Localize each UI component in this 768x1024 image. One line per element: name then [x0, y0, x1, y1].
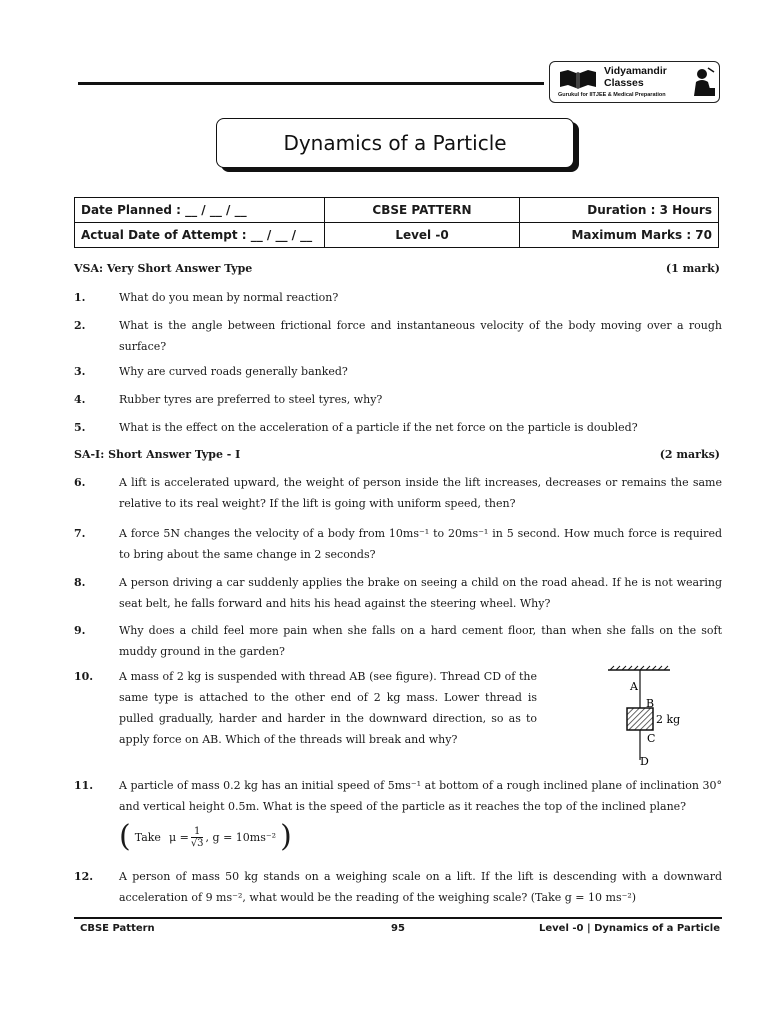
- question-text: What is the angle between frictional force and instantaneous velocity of the body moving over a rough surface?: [119, 319, 722, 353]
- question-item: [74, 866, 722, 908]
- hint-rest: , g = 10ms⁻²: [205, 830, 277, 844]
- question-text: Why does a child feel more pain when she falls on a hard cement floor, than when she falls on the soft muddy ground in the garden?: [119, 624, 722, 658]
- max-marks: Maximum Marks : 70: [520, 223, 719, 248]
- hint-denominator: √3: [190, 837, 204, 849]
- question-number: 8.: [74, 576, 86, 589]
- question-item: [74, 315, 722, 357]
- question-item: [74, 287, 722, 308]
- question-text: A mass of 2 kg is suspended with thread AB (see figure). Thread CD of the same type is attached to the other end of 2 kg mass. Lower thread is pulled gradually, harder and harder in the downward direction, so as to apply force on AB. Which of the threads will break and why?: [119, 670, 537, 746]
- hint-numerator: 1: [191, 826, 203, 838]
- question-item: [74, 572, 722, 614]
- section-title: VSA: Very Short Answer Type: [74, 262, 253, 275]
- info-row: [75, 223, 719, 248]
- question-number: 7.: [74, 527, 86, 540]
- page-number: 95: [391, 923, 405, 934]
- logo-name-line1: Vidyamandir: [604, 65, 667, 77]
- section-title: SA-I: Short Answer Type - I: [74, 448, 241, 461]
- question-item: [74, 775, 722, 817]
- question-item: [74, 417, 722, 438]
- question-text: A lift is accelerated upward, the weight of person inside the lift increases, decreases or remains the same relative to its real weight? If the lift is going with uniform speed, then?: [119, 476, 722, 510]
- duration: Duration : 3 Hours: [520, 198, 719, 223]
- question-text: A person of mass 50 kg stands on a weighing scale on a lift. If the lift is descending with a downward acceleration of 9 ms⁻², what would be the reading of the weighing scale? (Take g = 10 ms⁻²): [119, 870, 722, 904]
- question-number: 2.: [74, 319, 86, 332]
- question-item: [74, 620, 722, 662]
- section-marks: (1 mark): [665, 262, 720, 275]
- title-box: [216, 118, 574, 168]
- question-number: 1.: [74, 291, 86, 304]
- question-number: 11.: [74, 779, 94, 792]
- question-item: [74, 361, 722, 382]
- question-item: [74, 472, 722, 514]
- q11-hint: ( Take μ = $\frac{1}{√3}$ , g = 10ms⁻² ): [119, 819, 292, 854]
- question-number: 12.: [74, 870, 94, 883]
- question-text: What do you mean by normal reaction?: [119, 291, 339, 304]
- question-number: 9.: [74, 624, 86, 637]
- mass-block: [627, 708, 653, 730]
- hint-mu: μ =: [168, 830, 189, 844]
- section-heading: [74, 448, 720, 461]
- question-number: 10.: [74, 670, 94, 683]
- actual-date: Actual Date of Attempt : __ / __ / __: [75, 223, 325, 248]
- question-item: [74, 523, 722, 565]
- footer-right: Level -0 | Dynamics of a Particle: [538, 923, 720, 934]
- question-number: 3.: [74, 365, 86, 378]
- question-text: Rubber tyres are preferred to steel tyres, why?: [119, 393, 383, 406]
- label-c: C: [647, 732, 656, 745]
- question-text: What is the effect on the acceleration of a particle if the net force on the particle is doubled?: [119, 421, 638, 434]
- question-number: 4.: [74, 393, 86, 406]
- logo-name-line2: Classes: [604, 77, 644, 89]
- section-heading: [74, 262, 720, 275]
- level: Level -0: [325, 223, 520, 248]
- question-number: 5.: [74, 421, 86, 434]
- scholar-figure-icon: [690, 66, 716, 100]
- thread-mass-figure: [598, 664, 698, 772]
- question-number: 6.: [74, 476, 86, 489]
- label-mass: 2 kg: [656, 713, 681, 726]
- label-b: B: [646, 697, 655, 710]
- logo: [549, 61, 720, 103]
- label-d: D: [640, 755, 649, 768]
- footer-rule: [74, 917, 722, 919]
- page-title: Dynamics of a Particle: [283, 131, 507, 155]
- header-rule: [78, 82, 544, 85]
- hint-fraction: [191, 826, 204, 849]
- hint-take: Take: [134, 830, 161, 844]
- logo-tagline: Gurukul for IITJEE & Medical Preparation: [558, 92, 666, 98]
- info-row: [75, 198, 719, 223]
- date-planned: Date Planned : __ / __ / __: [75, 198, 325, 223]
- info-table: [74, 197, 719, 248]
- question-text: A person driving a car suddenly applies the brake on seeing a child on the road ahead. If he is not wearing seat belt, he falls forward and hits his head against the steering wheel. Why?: [119, 576, 722, 610]
- question-text: Why are curved roads generally banked?: [119, 365, 348, 378]
- section-marks: (2 marks): [659, 448, 720, 461]
- question-text: A particle of mass 0.2 kg has an initial speed of 5ms⁻¹ at bottom of a rough inclined plane of inclination 30° and vertical height 0.5m. What is the speed of the particle as it reaches the top of the inclined plane?: [119, 779, 722, 813]
- question-text: A force 5N changes the velocity of a body from 10ms⁻¹ to 20ms⁻¹ in 5 second. How much force is required to bring about the same change in 2 seconds?: [119, 527, 722, 561]
- label-a: A: [630, 680, 638, 693]
- books-icon: [558, 68, 598, 90]
- pattern: CBSE PATTERN: [325, 198, 520, 223]
- question-item: [74, 389, 722, 410]
- footer-left: CBSE Pattern: [80, 923, 155, 934]
